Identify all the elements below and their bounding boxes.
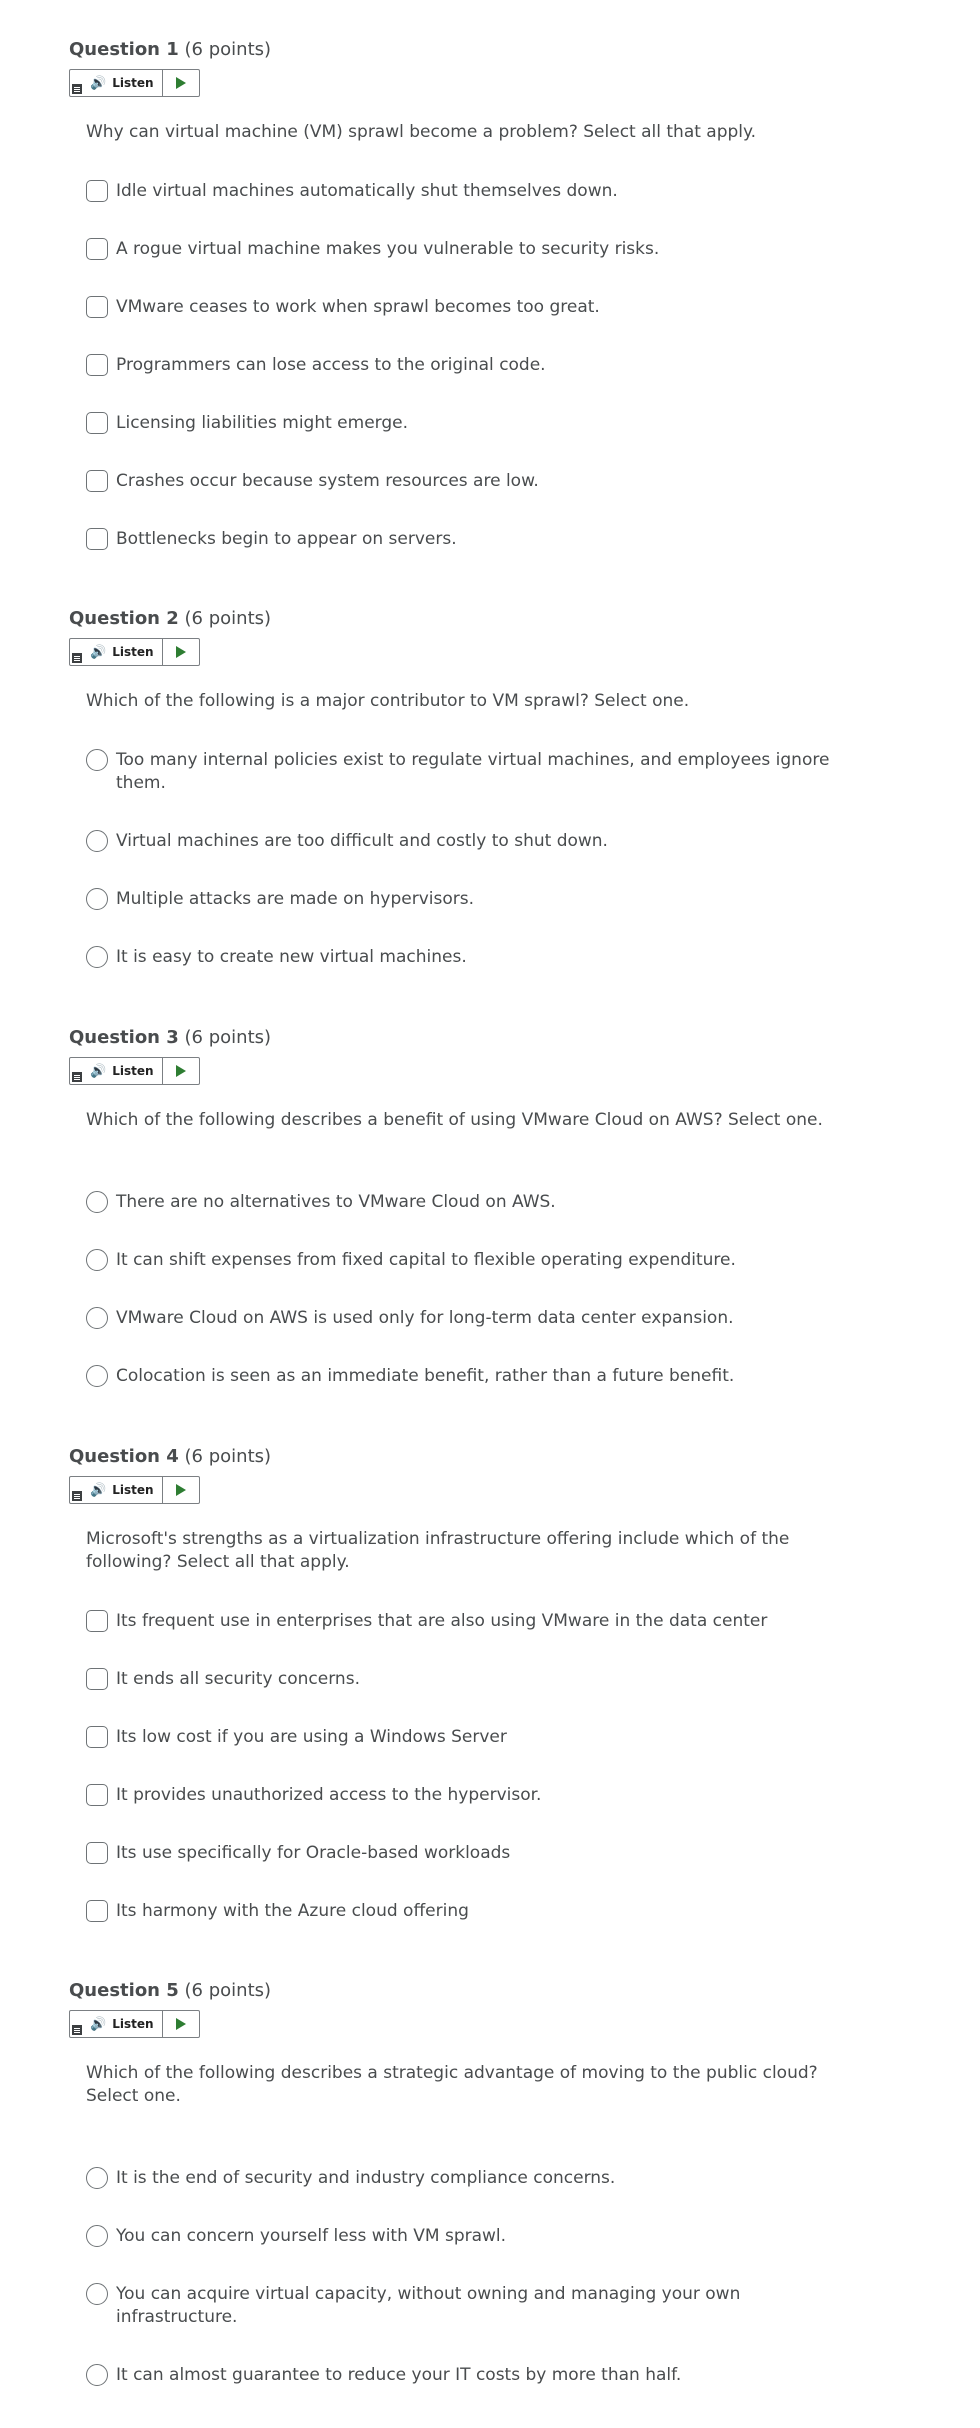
option-label: Idle virtual machines automatically shut themselves down. (116, 181, 618, 201)
answer-option[interactable] (86, 1668, 846, 1691)
play-button[interactable] (163, 1058, 199, 1084)
radio-button[interactable] (86, 2364, 108, 2386)
question-1 (69, 39, 899, 549)
checkbox[interactable] (86, 238, 108, 260)
question-prompt: Which of the following describes a benefit of using VMware Cloud on AWS? Select one. (86, 1110, 823, 1130)
menu-icon[interactable] (71, 1490, 83, 1502)
option-label: There are no alternatives to VMware Cloud on AWS. (116, 1192, 556, 1212)
question-4 (69, 1446, 899, 1921)
question-number: Question 1 (69, 39, 179, 60)
question-3 (69, 1027, 899, 1386)
listen-button[interactable] (70, 639, 163, 665)
answer-option[interactable] (86, 2225, 846, 2248)
question-prompt: Which of the following is a major contributor to VM sprawl? Select one. (86, 691, 690, 711)
answer-option[interactable] (86, 2283, 846, 2329)
listen-label: Listen (112, 1064, 154, 1078)
option-label: VMware ceases to work when sprawl becomes too great. (116, 297, 600, 317)
answer-option[interactable] (86, 946, 846, 969)
option-label: It provides unauthorized access to the hypervisor. (116, 1785, 542, 1805)
play-button[interactable] (163, 639, 199, 665)
listen-label: Listen (112, 2017, 154, 2031)
checkbox[interactable] (86, 1610, 108, 1632)
listen-button[interactable] (70, 1477, 163, 1503)
option-label: Multiple attacks are made on hypervisors. (116, 889, 475, 909)
checkbox[interactable] (86, 1726, 108, 1748)
question-points: (6 points) (184, 1027, 272, 1048)
answer-option[interactable] (86, 1249, 846, 1272)
option-label: VMware Cloud on AWS is used only for long-term data center expansion. (116, 1308, 734, 1328)
question-heading (69, 39, 899, 61)
option-label: Its harmony with the Azure cloud offering (116, 1901, 469, 1921)
question-points: (6 points) (184, 1446, 272, 1467)
checkbox[interactable] (86, 354, 108, 376)
question-prompt: Which of the following describes a strategic advantage of moving to the public cloud? Select one. (86, 2063, 818, 2106)
option-label: It is the end of security and industry compliance concerns. (116, 2168, 616, 2188)
play-icon (176, 646, 186, 658)
question-prompt: Microsoft's strengths as a virtualization infrastructure offering include which of the following? Select all that apply. (86, 1529, 790, 1572)
option-label: It can shift expenses from fixed capital to flexible operating expenditure. (116, 1250, 736, 1270)
answer-option[interactable] (86, 1610, 846, 1633)
speaker-icon: 🔊 (90, 1063, 107, 1079)
radio-button[interactable] (86, 2283, 108, 2305)
radio-button[interactable] (86, 1249, 108, 1271)
option-label: Virtual machines are too difficult and costly to shut down. (116, 831, 608, 851)
question-number: Question 3 (69, 1027, 179, 1048)
option-label: Licensing liabilities might emerge. (116, 413, 408, 433)
answer-option[interactable] (86, 1842, 846, 1865)
listen-toolbar (69, 69, 200, 97)
answer-option[interactable] (86, 888, 846, 911)
option-label: Crashes occur because system resources are low. (116, 471, 539, 491)
menu-icon[interactable] (71, 2024, 83, 2036)
option-label: Programmers can lose access to the original code. (116, 355, 546, 375)
option-label: Colocation is seen as an immediate benefit, rather than a future benefit. (116, 1366, 735, 1386)
menu-icon[interactable] (71, 1071, 83, 1083)
answer-option[interactable] (86, 296, 846, 319)
speaker-icon: 🔊 (90, 1482, 107, 1498)
answer-option[interactable] (86, 1365, 846, 1388)
speaker-icon: 🔊 (90, 2016, 107, 2032)
listen-button[interactable] (70, 2011, 163, 2037)
play-icon (176, 1484, 186, 1496)
option-label: Its use specifically for Oracle-based workloads (116, 1843, 511, 1863)
checkbox[interactable] (86, 1842, 108, 1864)
answer-option[interactable] (86, 1191, 846, 1214)
radio-button[interactable] (86, 1307, 108, 1329)
checkbox[interactable] (86, 180, 108, 202)
listen-toolbar (69, 638, 200, 666)
checkbox[interactable] (86, 1784, 108, 1806)
answer-option[interactable] (86, 1900, 846, 1923)
question-2 (69, 608, 899, 967)
option-label: Bottlenecks begin to appear on servers. (116, 529, 457, 549)
radio-button[interactable] (86, 2225, 108, 2247)
checkbox[interactable] (86, 1668, 108, 1690)
radio-button[interactable] (86, 1365, 108, 1387)
play-icon (176, 77, 186, 89)
answer-option[interactable] (86, 354, 846, 377)
speaker-icon: 🔊 (90, 644, 107, 660)
option-label: You can acquire virtual capacity, without owning and managing your own infrastructure. (116, 2284, 741, 2327)
checkbox[interactable] (86, 296, 108, 318)
question-number: Question 2 (69, 608, 179, 629)
question-heading (69, 1027, 899, 1049)
question-points: (6 points) (184, 608, 272, 629)
radio-button[interactable] (86, 888, 108, 910)
question-number: Question 4 (69, 1446, 179, 1467)
answer-option[interactable] (86, 470, 846, 493)
option-label: It is easy to create new virtual machines. (116, 947, 467, 967)
option-label: It ends all security concerns. (116, 1669, 360, 1689)
question-points: (6 points) (184, 39, 272, 60)
option-label: You can concern yourself less with VM sprawl. (116, 2226, 507, 2246)
question-points: (6 points) (184, 1980, 272, 2001)
question-heading (69, 1980, 899, 2002)
radio-button[interactable] (86, 2167, 108, 2189)
answer-option[interactable] (86, 1307, 846, 1330)
question-number: Question 5 (69, 1980, 179, 2001)
listen-toolbar (69, 1476, 200, 1504)
radio-button[interactable] (86, 830, 108, 852)
checkbox[interactable] (86, 528, 108, 550)
answer-option[interactable] (86, 1726, 846, 1749)
checkbox[interactable] (86, 412, 108, 434)
answer-option[interactable] (86, 238, 846, 261)
option-label: Its frequent use in enterprises that are also using VMware in the data center (116, 1611, 768, 1631)
option-label: It can almost guarantee to reduce your IT costs by more than half. (116, 2365, 682, 2385)
radio-button[interactable] (86, 1191, 108, 1213)
radio-button[interactable] (86, 946, 108, 968)
question-prompt: Why can virtual machine (VM) sprawl become a problem? Select all that apply. (86, 122, 757, 142)
answer-option[interactable] (86, 830, 846, 853)
answer-option[interactable] (86, 2364, 846, 2387)
radio-button[interactable] (86, 749, 108, 771)
question-5 (69, 1980, 899, 2385)
play-button[interactable] (163, 70, 199, 96)
speaker-icon: 🔊 (90, 75, 107, 91)
listen-toolbar (69, 1057, 200, 1085)
listen-label: Listen (112, 1483, 154, 1497)
answer-option[interactable] (86, 528, 846, 551)
answer-option[interactable] (86, 749, 846, 795)
listen-toolbar (69, 2010, 200, 2038)
checkbox[interactable] (86, 1900, 108, 1922)
answer-option[interactable] (86, 412, 846, 435)
option-label: Too many internal policies exist to regulate virtual machines, and employees ignore them. (116, 750, 830, 793)
play-button[interactable] (163, 1477, 199, 1503)
checkbox[interactable] (86, 470, 108, 492)
menu-icon[interactable] (71, 83, 83, 95)
answer-option[interactable] (86, 2167, 846, 2190)
play-icon (176, 2018, 186, 2030)
option-label: Its low cost if you are using a Windows Server (116, 1727, 507, 1747)
play-icon (176, 1065, 186, 1077)
option-label: A rogue virtual machine makes you vulnerable to security risks. (116, 239, 660, 259)
question-heading (69, 608, 899, 630)
play-button[interactable] (163, 2011, 199, 2037)
listen-button[interactable] (70, 1058, 163, 1084)
answer-option[interactable] (86, 180, 846, 203)
listen-label: Listen (112, 645, 154, 659)
question-heading (69, 1446, 899, 1468)
menu-icon[interactable] (71, 652, 83, 664)
listen-button[interactable] (70, 70, 163, 96)
listen-label: Listen (112, 76, 154, 90)
answer-option[interactable] (86, 1784, 846, 1807)
